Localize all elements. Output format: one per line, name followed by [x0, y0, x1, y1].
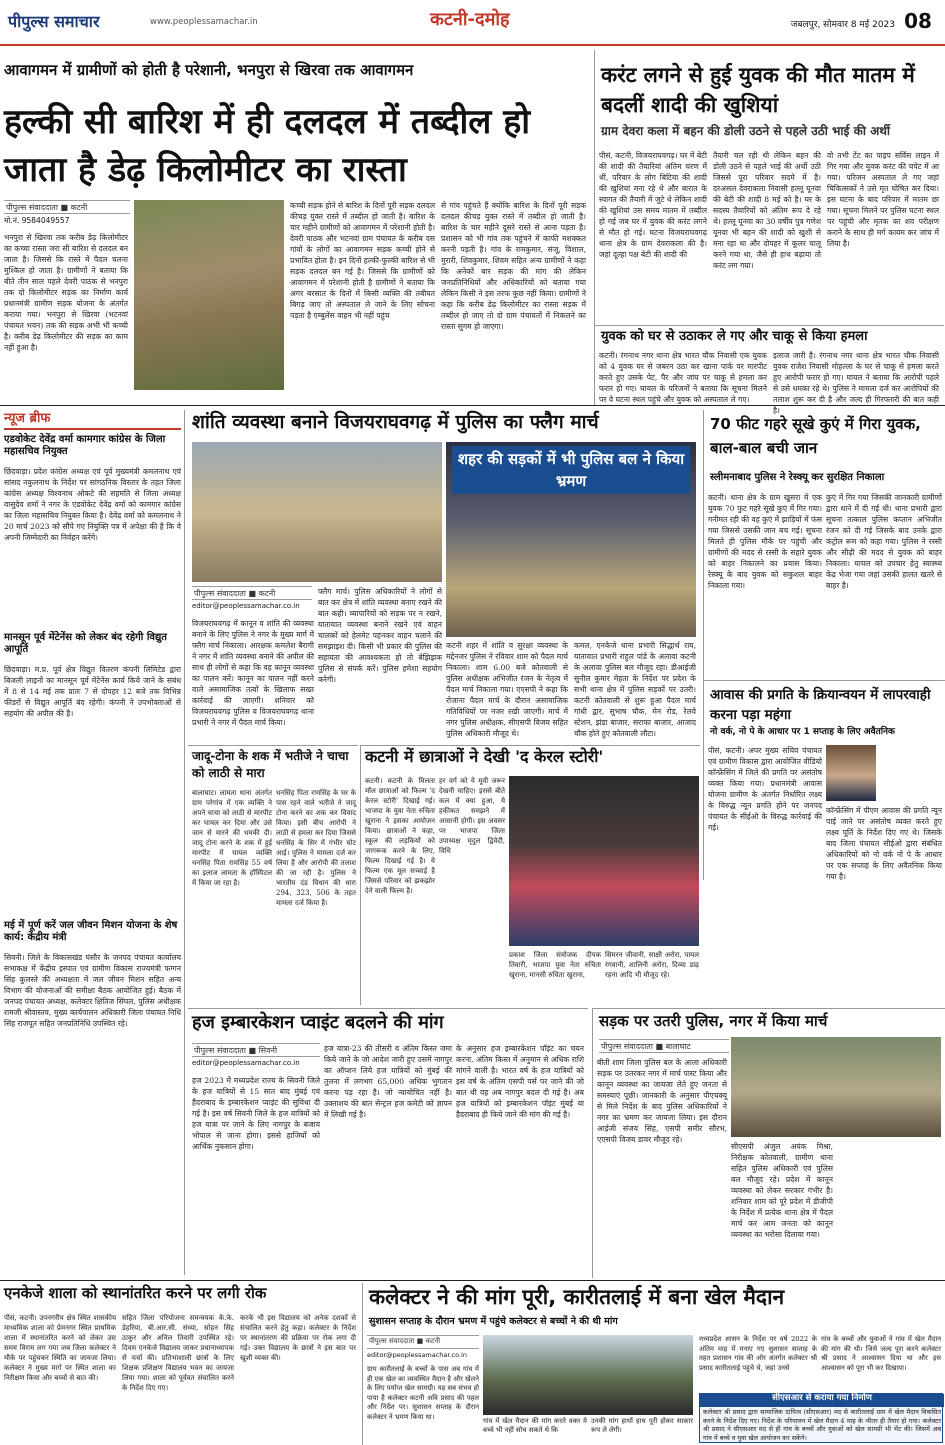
story-column: धनसिंह पिता रामसिंह के घर के पास रहने वाले भतीजे ने जादू टोना करने का शक कर विवाद किया। इसी बीच आरोपी ने लाठी से हमला कर दिया जिससे धनसिंह के सिर में गंभीर चोट आई। पुलिस ने मामला दर्ज कर लिया है और आरोपी की तलाश की जा रही है। पुलिस ने भारतीय दंड विधान की धारा 294, 323, 506 के तहत मामला दर्ज किया है।	[276, 789, 356, 907]
story-electrocution	[594, 50, 944, 325]
byline: पीपुल्स संवाददाता ■ सिवनी	[192, 1043, 320, 1057]
story-column: कटनी। थाना क्षेत्र के ग्राम खुसरा में एक युवक 70 फुट गहरे सूखे कुएं में गिर गया। गनीमत रही की वह कुएं में झाड़ियों में फंस गया जिससे उसकी जान बच गई। सूचना मिलते ही पुलिस मौके पर पहुंची और ग्रामीणों की मदद से रस्सी के सहारे युवक को बाहर निकालने का प्रयास किया। रेस्क्यू के बाद युवक को सकुशल बाहर निकाला गया।	[708, 493, 823, 590]
story-subhead: सुशासन सप्ताह के दौरान भ्रमण में पहुंचे कलेक्टर से बच्चों ने की थी मांग	[369, 1316, 618, 1327]
news-brief	[0, 410, 185, 1275]
story-road	[0, 50, 590, 400]
page-number: 08	[904, 9, 932, 33]
story-playground	[362, 1283, 945, 1445]
muddy-road-photo	[134, 200, 284, 390]
story-column: कुएं में गिर गया जिसकी जानकारी ग्रामीणों द्वारा थाने में दी गई थी। थाना प्रभारी द्वारा सूचना तत्काल पुलिस कप्तान अभिजीत रंजन को दी गई जिसके बाद उनके द्वारा कंट्रोल रूम को कहा गया। पुलिस ने रस्सी और सीढ़ी की मदद से युवक को बाहर निकाला। घायल को उपचार हेतु स्वास्थ्य केंद्र भेजा गया जहां उसकी हालत खतरे से बाहर है।	[826, 493, 942, 590]
masthead	[0, 0, 945, 46]
story-column: ग्राम कारीतलाई के बच्चों के पास अब गांव में ही एक खेल का व्यवस्थित मैदान है और खेलने के लिए पर्याप्त खेल सामग्री। यह सब संभव हो पाया है कलेक्टर कटनी अवि प्रसाद की पहल और निर्देश पर। सुशासन सप्ताह के दौरान कलेक्टर ने भ्रमण किया था।	[367, 1365, 479, 1421]
story-column: तैयारी चल रही थी लेकिन बहन की डोली उठने से पहले भाई की अर्थी उठी जिससे पूरा परिवार सदमे में है। दरअसल देवराकला निवासी हल्लू यूनवा की बेटी की शादी 8 मई को है। घर के सदस्य तैयारियों को अंतिम रूप दे रहे थे। हल्लू यूनवा का 30 वर्षीय पुत्र गणेश यूनवा भी बहन की शादी को खुशी से मना रहा था और दोपहर में कूलर चालू करने गया था, जैसे ही हाथ बढ़ाया तो करंट लग गया।	[713, 151, 821, 270]
story-school	[0, 1283, 360, 1445]
story-headline: शांति व्यवस्था बनाने विजयराघवगढ़ में पुलिस का फ्लैग मार्च	[192, 411, 599, 433]
story-column: हज यात्रा-23 की तीसरी व अंतिम किस्त जमा किये जाने के जो आदेश जारी हुए उसमें नागपुर का ऑप्शन लिये हज यात्रियों को मुंबई की तुलना में लगभग 65,000 अधिक भुगतान करना पड़ रहा है। जो न्यायोचित नहीं है। उक्ताशय की बात सेन्ट्रल हज कमेटी को ज्ञापन में लिखी गई है।	[324, 1044, 452, 1119]
story-subhead: स्लीमनाबाद पुलिस ने रेस्क्यू कर सुरक्षित निकाला	[710, 472, 885, 483]
story-subhead: नो वर्क, नो पे के आधार पर 1 सप्ताह के लिए अवैतनिक	[710, 727, 895, 737]
news-brief-label: न्यूज ब्रीफ	[4, 412, 181, 430]
story-column: वो तभी टेंट का पाइप सर्विस लाइन में गिर गया और युवक करंट की चपेट में आ गया। परिजन अस्पताल ले गए जहां चिकित्सकों ने उसे मृत घोषित कर दिया। इस घटना के बाद परिवार में मातम छा गया। सूचना मिलने पर पुलिस घटना स्थल पर पहुंची और मृतक का शव परीक्षण कराने के साथ ही मर्ग कायम कर जांच में लिया है।	[827, 151, 939, 248]
photo-caption: प्रकाश जिला संयोजक दीपक तिवारी, भाजपा युवा नेता रुचिता खुराना, मानसी रुचिता खुराना,	[509, 951, 601, 979]
reporter-email: editor@peoplessamachar.co.in	[192, 1059, 300, 1067]
story-headline: एनकेजे शाला को स्थानांतरित करने पर लगी रोक	[4, 1284, 267, 1302]
story-column: पीसं, कटनी। उपनगरीय क्षेत्र स्थित शासकीय माध्यमिक शाला को प्रेमनगर स्थित प्राथमिक शाला में स्थानांतरित करने को लेकर उस समय विराम लग गया जब जिला कलेक्टर ने मौके पर पहुंचकर स्थिति का जायजा लिया। कलेक्टर ने मुख्य मार्ग पर स्थित शाला का निरीक्षण किया और बच्चों से बात की।	[4, 1314, 116, 1382]
story-well-rescue	[703, 410, 945, 680]
story-column: गांव के बच्चों और युवाओं ने गांव में खेल मैदान की मांग की थी। जिसे जल्द पूरा करने कलेक्टर श्री प्रसाद ने आश्वासन दिया था और इस आश्वासन को पूरा भी कर दिखाया।	[821, 1335, 941, 1372]
brief-text: सिवनी। जिले के विकासखंड घंसौर के जनपद पंचायत कार्यालय सभाकक्ष में केंद्रीय इस्पात एवं ग्रामीण विकास राज्यमंत्री फग्गन सिंह कुलस्ते की अध्यक्षता में जल जीवन मिशन सहित अन्य विभाग की योजनाओं की समीक्षा बैठक आयोजित हुई। बैठक में जनपद पंचायत अध्यक्ष, कलेक्टर क्षितिज सिंघल, पुलिस अधीक्षक रामजी श्रीवास्तव, मुख्य कार्यपालन अधिकारी जिला पंचायत निधि सिंह राजपूत सहित जनप्रतिनिधि उपस्थित रहे।	[4, 953, 181, 1028]
story-subhead: ग्राम देवरा कला में बहन की डोली उठने से पहले उठी भाई की अर्थी	[601, 124, 891, 138]
story-column: कटनी। कटनी के मिलता मॉल छात्राओं को फिल्म 'द केरल स्टोरी' दिखाई गई। भाजपा के युवा नेता रुचिता खुराना ने इसका आयोजन किया। छात्राओं ने कहा, स्कूल की लड़कियों को जागरूक करने के लिए, फिल्म दिखाई गई है। ये फिल्म एक मूल सच्चाई है जिससे परिवार को झकझोर देने वाली फिल्म है।	[365, 777, 435, 895]
brand-logo: पीपुल्स समाचार	[8, 12, 100, 31]
story-column: करके भी इस विद्यालय को अनेक दशकों से संचालित करने हेतु कहा। कलेक्टर के निर्देश पर स्थानांतरण की प्रक्रिया पर रोक लगा दी गई। उक्त विद्यालय के छात्रों ने इस बात पर खुशी व्यक्त की।	[240, 1314, 356, 1362]
story-headline: करंट लगने से हुई युवक की मौत मातम में बदलीं शादी की खुशियां	[601, 63, 915, 117]
city-march-photo	[446, 442, 696, 637]
kids-playground-photo	[483, 1335, 693, 1415]
brief-title: मई में पूर्ण करें जल जीवन मिशन योजना के शेष कार्य: केंद्रीय मंत्री	[4, 920, 178, 943]
official-portrait	[826, 745, 876, 801]
story-headline: जादू-टोना के शक में भतीजे ने चाचा को लाठी से मारा	[192, 749, 349, 780]
police-road-photo	[731, 1037, 941, 1137]
story-column: से गांव पहुंचते हैं क्योंकि बारिश के दिनों पूरी सड़क दलदल कीचड़ युक्त रास्ते में तब्दील हो जाती है। बारिश के चार महीने दूसरे रास्ते से आना पड़ता है। प्रशासन को भी गांव तक पहुंचने में काफी मशक्कत करनी पड़ती है। गांव के रामकुमार, संजू, विशाल, मुरारी, शिवकुमार, शिवम सहित अन्य ग्रामीणों ने कहा कि अनेकों बार सड़क की मांग की लेकिन जनप्रतिनिधियों और अधिकारियों को बताया गया लेकिन किसी ने इस तरफ कुछ नहीं किया। ग्रामीणों ने कहा कि करीब डेढ़ किलोमीटर का रास्ता सड़क में तब्दील हो जाए तो दो ग्राम पंचायतों में निकलने का रास्ता सुगम हो जाएगा।	[441, 201, 586, 331]
story-column: सीएसपी अंजुल अयंक मिश्रा, निरीक्षक कोतवाली, ग्रामीण थाना सहित पुलिस अधिकारी एवं पुलिस बल मौजूद रहे। प्रदेश में कानून व्यवस्था को लेकर सरकार गंभीर है। शनिवार शाम को पूरे प्रदेश में डीजीपी के निर्देश में प्रत्येक थाना क्षेत्र में पैदल मार्च कर आम जनता को कानून व्यवस्था का भरोसा दिलाया गया।	[731, 1142, 833, 1239]
byline: पीपुल्स संवाददाता ■ बालाघाट	[599, 1039, 729, 1053]
students-cinema-photo	[509, 776, 699, 946]
brief-title: एडवोकेट देवेंद्र वर्मा कामगार कांग्रेस के जिला महासचिव नियुक्त	[4, 434, 166, 457]
story-column: बालाघाट। लामता थाना अंतर्गत ग्राम परेगांव में एक व्यक्ति ने अपने चाचा को लाठी से मारपीट कर घायल कर दिया और उसे जान से मारने की धमकी दी। जादू टोना करने के शक में हुई मारपीट में घायल व्यक्ति धनसिंह पिता रामसिंह 55 वर्ष का इलाज लामता के हॉस्पिटल में किया जा रहा है।	[192, 789, 272, 887]
story-knife-attack	[594, 325, 944, 415]
section-title: कटनी-दमोह	[430, 9, 510, 30]
story-column: विजयराघवगढ़ में कानून व शांति की व्यवस्था बनाने के लिए पुलिस ने नगर के मुख्य मार्ग में फ्लैग मार्च निकाला। आरक्षक कमलेश बैरागी ने नगर में शांति व्यवस्था बनाने की अपील की साथ ही लोगों से कहा कि वह कानून व्यवस्था का पालन करें। कानून का पालन नहीं करने वाले असामाजिक तत्वों के खिलाफ सख्त कार्रवाई की जाएगी। शनिवार को विजयराघवगढ़ पुलिस व विजयराघवगढ़ थाना प्रभारी ने नगर में पैदल मार्च किया।	[192, 619, 314, 727]
story-column: बीती शाम जिला पुलिस बल के आला अधिकारी सड़क पर उतरकर नगर में मार्च पास्ट किया और कानून व्यवस्था का जायजा लेते हुए जनता से समस्याएं पूछी। जानकारी के अनुसार पीएचक्यू से मिले निर्देश के बाद पुलिस अधिकारियों ने नगर का भ्रमण कर जायजा लिया। इस दौरान आईजी संजय सिंह, एसपी समीर सौरभ, एएसपी विजय डावर मौजूद रहे।	[597, 1058, 727, 1144]
site-url: www.peoplessamachar.in	[150, 17, 258, 27]
story-headline: सड़क पर उतरी पुलिस, नगर में किया मार्च	[599, 1012, 828, 1030]
photo-caption: सिमरन जीवानी, साक्षी अरोरा, पायल रंगवानी, शालिनी अरोरा, दिव्या डाढ़ रहना आदि भी मौजूद रहे।	[605, 951, 699, 979]
story-kicker: आवागमन में ग्रामीणों को होती है परेशानी, भनपुरा से खिरवा तक आवागमन	[4, 61, 414, 79]
story-headline: कलेक्टर ने की मांग पूरी, कारीतलाई में बना खेल मैदान	[369, 1285, 785, 1309]
story-headline: युवक को घर से उठाकर ले गए और चाकू से किया हमला	[601, 329, 868, 344]
story-headline: कटनी में छात्राओं ने देखी 'द केरल स्टोरी'	[365, 747, 604, 766]
story-column: गांव में खेल मैदान की मांग करते वक्त ये बच्चे भी नहीं सोच सकते थे कि	[483, 1417, 587, 1434]
story-column: इलाज जारी है। रंगनाथ नगर थाना क्षेत्र भारत चौक निवासी युवक राजेश निवासी मोहल्ला के घर से चाकू से हमला करते हुए आरोपी फरार हो गए। घायल ने बताया कि आरोपी पहले से उसे धमका रहे थे। पुलिस ने मामला दर्ज कर आरोपियों की तलाश शुरू कर दी है और जल्द ही गिरफ्तारी की बात कही है।	[773, 351, 939, 415]
byline: पीपुल्स संवाददाता ■ कटनी	[4, 200, 130, 214]
story-column: मध्यप्रदेश शासन के निर्देश पर वर्ष 2022 के अंतिम माह में मनाए गए सुशासन सप्ताह के तहत प्रशासन गांव की ओर अंतर्गत कलेक्टर श्री प्रसाद कारीतलाई पहुंचे थे, जहां उनसे	[699, 1335, 817, 1372]
story-headline: आवास की प्रगति के क्रियान्वयन में लापरवाही करना पड़ा महंगा	[710, 687, 931, 723]
csr-box-title: सीएसआर से कराया गया निर्माण	[700, 1394, 944, 1407]
brief-text: छिंदवाड़ा। म.प्र. पूर्व क्षेत्र विद्युत वितरण कंपनी लिमिटेड द्वारा बिजली लाइनों का मानसून पूर्व मेंटेनेंस कार्य किये जाने के संबंध में 8 से 14 मई तक प्रातः 7 से दोपहर 12 बजे तक विभिन्न फीडरों से विद्युत आपूर्ति बंद रहेगी। कंपनी ने उपभोक्ताओं से सहयोग की अपील की है।	[4, 665, 181, 718]
dateline: जबलपुर, सोमवार 8 मई 2023	[790, 20, 895, 30]
byline: पीपुल्स संवाददाता ■ कटनी	[192, 586, 312, 600]
story-housing	[703, 680, 945, 880]
story-column: पीसं, कटनी। अपर मुख्य सचिव पंचायत एवं ग्रामीण विकास द्वारा आयोजित वीडियो कॉन्फ्रेंसिंग में जिले की प्रगति पर असंतोष व्यक्त किया गया। प्रधानमंत्री आवास योजना ग्रामीण के अंतर्गत निर्धारित लक्ष्य के विरुद्ध न्यून प्रगति होने पर जनपद पंचायत के सीईओ के विरुद्ध कार्रवाई की गई।	[708, 746, 822, 832]
story-kerala-story	[360, 745, 700, 1005]
story-column: भनपुरा से खिरवा तक करीब डेढ़ किलोमीटर का कच्चा रास्ता जरा सी बारिश से दलदल बन जाता है। जिससे कि रास्ते में पैदल चलना मुश्किल हो जाता है। ग्रामीणों ने बताया कि बीते तीन साल पहले देवरी पाठक से भनपुरा तक दो किलोमीटर सड़क का निर्माण कार्य प्रधानमंत्री ग्रामीण सड़क योजना के अंतर्गत कराया गया। भनपुरा से खिरवा (भटनवां पंचायत भवन) तक की सड़क अभी भी कच्ची है। करीब डेढ़ किलोमीटर की सड़क का काम नहीं हुआ है।	[4, 233, 128, 352]
flag-march-photo	[192, 442, 442, 582]
story-column: कटनी। रंगनाथ नगर थाना क्षेत्र भारत चौक निवासी एक युवक को 4 युवक घर से जबरन उठा कर खाना पार्क पर मारपीट करते हुए उसके पेट, पैर और जांघ पर चाकू से हमला कर फरार हो गए। घायल के परिजनों ने बताया कि सूचना मिलने पर वे घटना स्थल पहुंचे और युवक को अस्पताल ले गए।	[599, 351, 767, 404]
photo-caption: उनकी मांग हाथों हाथ पूरी होकर साकार रूप ले लेगी।	[591, 1417, 693, 1434]
reporter-email: editor@peoplessamachar.co.in	[367, 1351, 467, 1359]
story-haj	[188, 1008, 588, 1278]
story-column: कॉन्फ्रेंसिंग में पीएम आवास की प्रगति न्यून पाई जाने पर असंतोष व्यक्त करते हुए लक्ष्य पूर्ति के निर्देश दिए गए थे। जिसके बाद जिला पंचायत सीईओ द्वारा संबंधित अधिकारियों को नो वर्क नो पे के आधार पर एक सप्ताह के लिए अवैतनिक किया गया है।	[826, 806, 942, 881]
byline: पीपुल्स संवाददाता ■ कटनी	[367, 1335, 479, 1349]
story-flag-march	[188, 410, 700, 740]
story-column: पीसं, कटनी, विजयराघवगढ़। घर में बेटी की शादी की तैयारियां अंतिम चरण में थीं, परिवार के लोग बिटिया की शादी की खुशियां मना रहे थे और बारात के स्वागत की तैयारी में जुटे थे लेकिन शादी की खुशियां उस समय मातम में तब्दील हो गई जब घर में युवक की करंट लगने से मौत हो गई। घटना विजयराघवगढ़ थाना क्षेत्र के ग्राम देवराकला की है। जहां दूल्हा पक्ष बेटी की शादी की	[599, 151, 707, 259]
photo-overlay-title: शहर की सड़कों में भी पुलिस बल ने किया भ्रमण	[452, 446, 690, 494]
story-column: कमल, एनकेजे थाना प्रभारी सिद्धार्थ राय, यातायात प्रभारी राहुल पांडे के अलावा कटनी के अलावा पुलिस बल मौजूद रहा। डीआईजी सुनील कुमार मेहता के निर्देश पर प्रदेश के सभी थाना क्षेत्र में पुलिस सड़कों पर उतरी। कटनी कोतवाली से शुरू हुआ पैदल मार्च गांधी द्वार, सुभाष चौक, मेन रोड, रेलवे स्टेशन, झंडा बाजार, सराफा बाजार, आजाद चौक होते हुए कोतवाली लौटा।	[574, 641, 696, 738]
story-column: के अनुसार हज इम्बारकेशन पॉइंट का चयन करना, अंतिम किस्त में अनुमान से अधिक राशि मांगने वाली है। भारत वर्ष के हज यात्रियों को इस वर्ष के अंतिम एसपी पर्स पर जाने की जो बात थी वह अब नागपुर बदल दी गई है। अब हज यात्रियों को इम्बारकेशन पॉइंट मुंबई या हैदराबाद ही किये जाने की मांग की गई है।	[456, 1044, 584, 1119]
reporter-email: editor@peoplessamachar.co.in	[192, 602, 300, 610]
story-police-march	[592, 1008, 945, 1278]
story-column: हर वर्ग को ये मूवी जरूर देखनी चाहिए। इससे बीते कल में क्या हुआ, ये हकीकत समझने में आसानी होगी। इस अवसर पर भाजपा जिला उपाध्यक्ष मृदुल द्विवेदी, विधि	[439, 777, 505, 855]
story-column: हज 2023 में मध्यप्रदेश राज्य के सिवनी जिले के हज यात्रियों से 15 सात बाद मुंबई एवं हैदराबाद के इम्बारकेशन प्वाइंट की सुविधा दी गई है। इस वर्ष सिवनी जिले के हज यात्रियों को हज यात्रा पर जाने के लिए नागपुर के बजाय भोपाल से जाना होगा। इससे हाजियों को आर्थिक नुकसान होगा।	[192, 1076, 320, 1151]
brief-text: छिंदवाड़ा। प्रदेश कांग्रेस अध्यक्ष एवं पूर्व मुख्यमंत्री कमलनाथ एवं सांसद नकुलनाथ के निर्देश पर सांगठनिक विस्तार के तहत जिला कांग्रेस अध्यक्ष विश्वनाथ ओकटे की सहमति से जिला अध्यक्ष वासुदेव शर्मा ने नगर के एडवोकेट देवेंद्र वर्मा को कामगार कांग्रेस का जिला महासचिव नियुक्त किया है। देवेंद्र वर्मा को कमलनाथ ने 20 मार्च 2023 को सौंपे गए नियुक्ति पत्र में अपेक्षा की है कि वे अपनी जिम्मेदारी का निर्वहन करेंगे।	[4, 467, 181, 542]
brief-title: मानसून पूर्व मेंटेनेंस को लेकर बंद रहेगी विद्युत आपूर्ति	[4, 632, 167, 655]
story-headline: हज इम्बारकेशन प्वाइंट बदलने की मांग	[192, 1012, 444, 1033]
story-headline: हल्की सी बारिश में ही दलदल में तब्दील हो जाता है डेढ़ किलोमीटर का रास्ता	[4, 102, 531, 190]
story-column: कटनी शहर में शांति व सुरक्षा व्यवस्था के मद्देनजर पुलिस ने रविवार शाम को पैदल मार्च निकाला। शाम 6.00 बजे कोतवाली से पुलिस अधीक्षक अभिजीत रंजन के नेतृत्व में पैदल मार्च निकाला गया। एएसपी ने कहा कि रोजाना पैदल मार्च के दौरान असामाजिक गतिविधियों पर नजर रखी जाएगी। मार्च में नगर पुलिस अधीक्षक, सीएसपी विजय सहित पुलिस अधिकारी मौजूद थे।	[446, 641, 568, 738]
story-headline: 70 फीट गहरे सूखे कुएं में गिरा युवक, बाल-बाल बची जान	[710, 415, 921, 457]
csr-box-text: कलेक्टर श्री प्रसाद द्वारा सामाजिक दायित्व (सीएसआर) मद से कारीतलाई ग्राम में खेल मैदान विकसित करने के निर्देश दिए गए। निर्देश के परिपालन में खेल मैदान 4 माह के भीतर ही तैयार हो गया। कलेक्टर श्री प्रसाद ने सीएसआर मद से ही गांव के बच्चों और युवाओं को खेल सामग्री भी भेंट की। जिसमें अब गांव में बच्चे व युवा खेल आयोजन कर सकेंगे।	[703, 1408, 941, 1442]
story-witchcraft	[188, 745, 358, 1005]
csr-box	[699, 1393, 943, 1443]
reporter-phone: मो.नं. 9584049557	[4, 216, 70, 225]
story-column: सहित जिला परियोजना समन्वयक के.के. डेहरिया, बी.आर.सी. संध्या, सोहन सिंह ठाकुर और अनिल तिवारी उपस्थित रहे। दिवस एनकेजे विद्यालय जाकर प्रधानाध्यापक से चर्चा की। प्रतिभाशाली छात्रों के लिए शिक्षक प्रशिक्षण विद्यालय भवन का जायजा लिया गया। शाला को पूर्ववत संचालित करने के निर्देश दिए गए।	[122, 1314, 234, 1392]
story-column: फ्लैग मार्च। पुलिस अधिकारियों ने लोगों से बात कर क्षेत्र में शांति व्यवस्था बनाए रखने की बात कही। व्यापारियों को सड़क पर न रखने, यातायात व्यवस्था बनाने रखने एवं वाहन चालकों को हेलमेट पहनकर वाहन चलाने की समझाइश दी। किसी भी प्रकार की पुलिस की सहायता की आवश्यकता हो तो बेझिझक पुलिस से संपर्क करें। पुलिस हमेशा सहयोग करेगी।	[318, 587, 442, 684]
story-column: कच्ची सड़क होने से बारिश के दिनों पूरी सड़क दलदल कीचड़ युक्त रास्ते में तब्दील हो जाती है। बारिश के चार महीने ग्रामीणों को आवागमन में परेशानी होती है। देवरी पाठक और भटनवां ग्राम पंचायत के करीब दस गांवों के लोगों का आवागमन सड़क कच्ची होने से प्रभावित होता है। इन दिनों हल्की-फुल्की बारिश से भी सड़क दलदल बन गई है। जिससे कि ग्रामीणों को आवागमन में परेशानी होती है ग्रामीणों ने बताया कि अगर बरसात के दिनों में किसी व्यक्ति की तबीयत बिगड़ जाए तो अस्पताल ले जाने के लिए सोचना पड़ता है एम्बुलेंस वाहन भी नहीं पहुंच	[290, 201, 435, 320]
